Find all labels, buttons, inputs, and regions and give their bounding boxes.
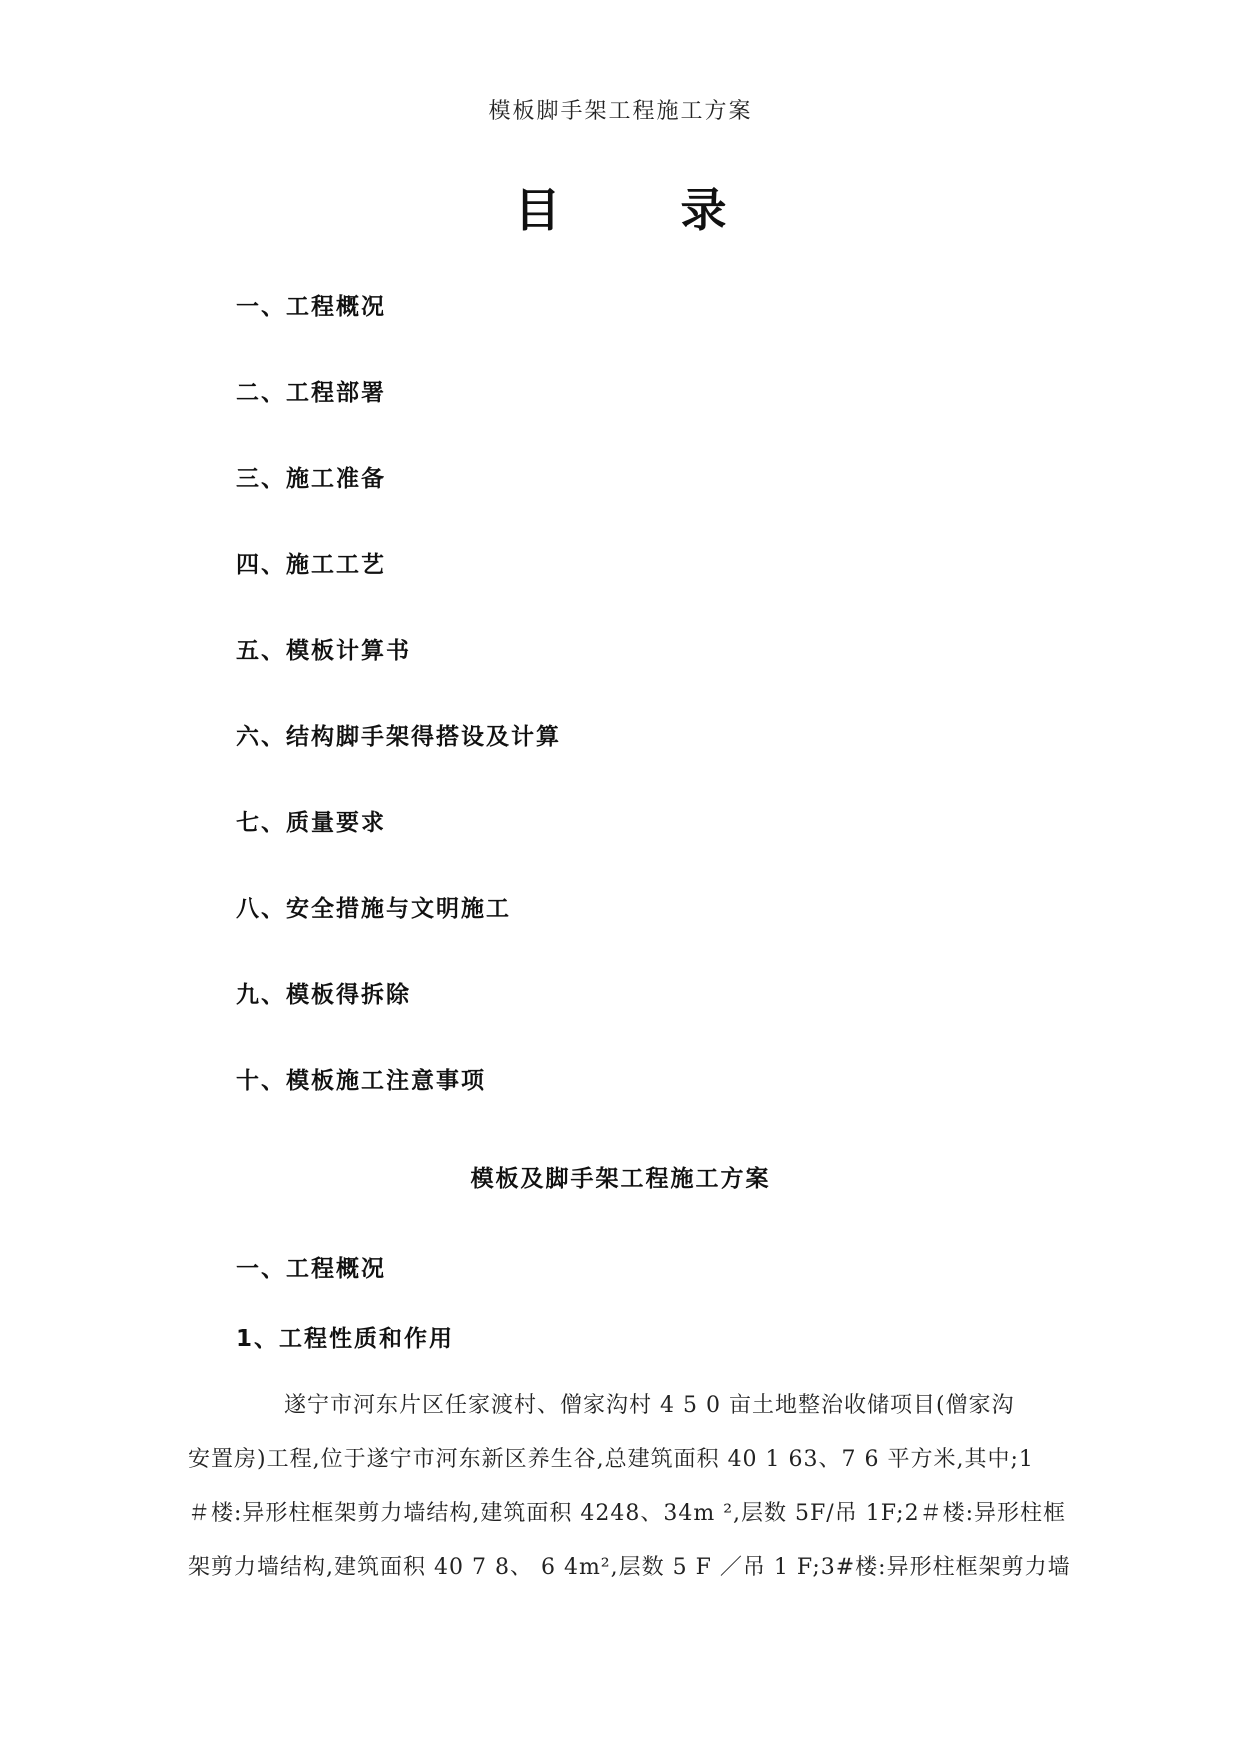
body-line: 遂宁市河东片区任家渡村、僧家沟村 4 5 0 亩土地整治收储项目(僧家沟: [284, 1393, 1015, 1418]
toc-title: [0, 174, 1241, 240]
toc-item[interactable]: 七、质量要求: [236, 810, 386, 836]
toc-title-char-1: 目: [514, 183, 561, 237]
toc-list: [236, 288, 561, 1148]
toc-item[interactable]: 二、工程部署: [236, 380, 386, 406]
section-heading: 一、工程概况: [236, 1256, 386, 1282]
toc-item[interactable]: 十、模板施工注意事项: [236, 1068, 486, 1094]
body-paragraph: [188, 1392, 1071, 1608]
toc-item[interactable]: 八、安全措施与文明施工: [236, 896, 511, 922]
body-line: 架剪力墙结构,建筑面积 40 7 8、 6 4m²,层数 5 F ／吊 1 F;3#楼:异形柱框架剪力墙: [188, 1555, 1071, 1580]
document-title: 模板及脚手架工程施工方案: [470, 1166, 771, 1192]
toc-item[interactable]: 五、模板计算书: [236, 638, 411, 664]
toc-item[interactable]: 四、施工工艺: [236, 552, 386, 578]
toc-title-char-2: 录: [680, 183, 727, 237]
sub-heading: 1、工程性质和作用: [236, 1326, 455, 1352]
body-line: 安置房)工程,位于遂宁市河东新区养生谷,总建筑面积 40 1 63、7 6 平方米,其中;1: [188, 1447, 1034, 1472]
body-line: ＃楼:异形柱框架剪力墙结构,建筑面积 4248、34m ²,层数 5F/吊 1F;2＃楼:异形柱框: [188, 1501, 1067, 1526]
toc-item[interactable]: 六、结构脚手架得搭设及计算: [236, 724, 561, 750]
toc-item[interactable]: 三、施工准备: [236, 466, 386, 492]
toc-item[interactable]: 一、工程概况: [236, 294, 386, 320]
running-header: 模板脚手架工程施工方案: [488, 99, 753, 124]
toc-item[interactable]: 九、模板得拆除: [236, 982, 411, 1008]
